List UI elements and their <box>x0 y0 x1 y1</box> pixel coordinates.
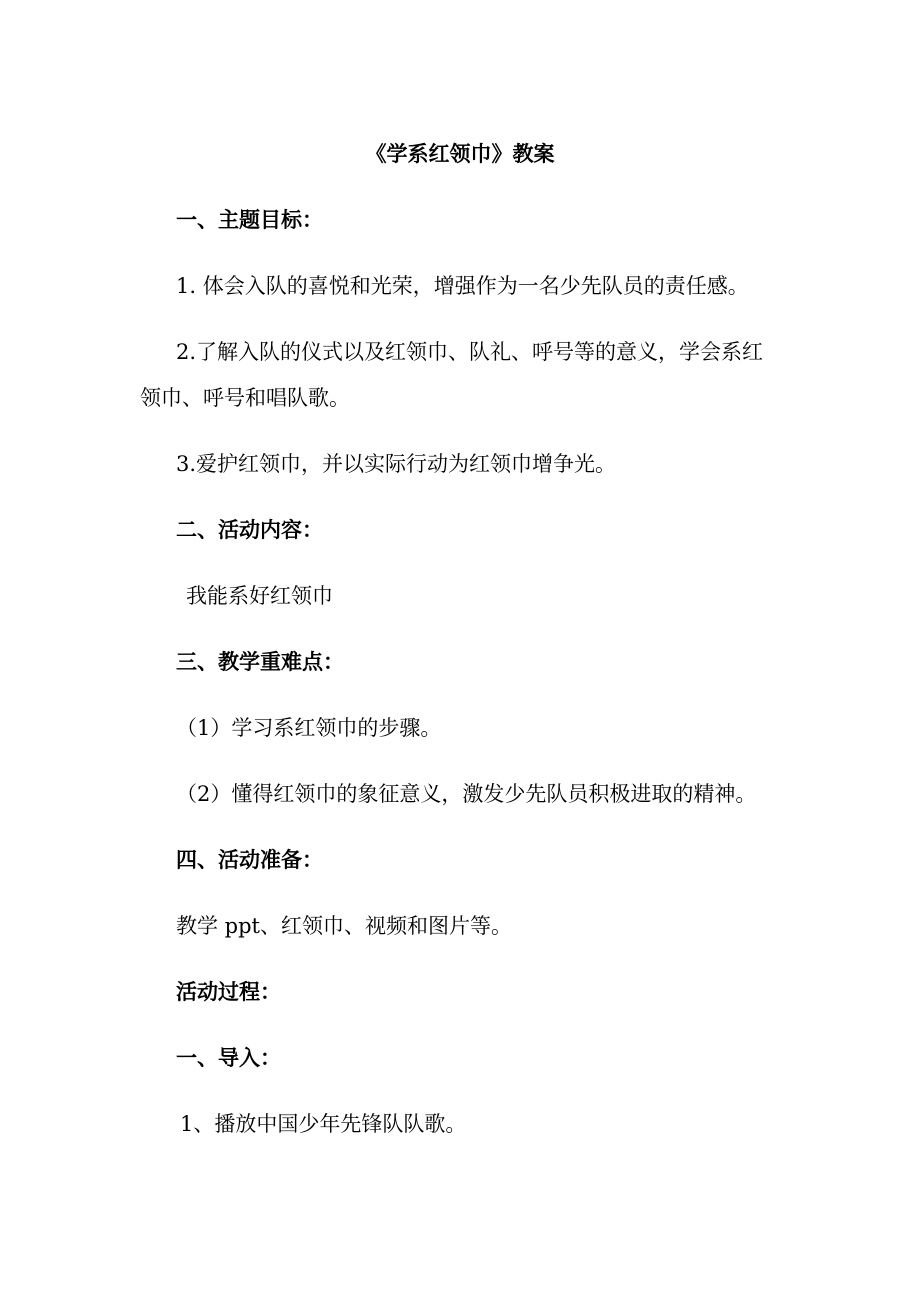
key-points-heading: 三、教学重难点： <box>176 649 344 674</box>
document-title: 《学系红领巾》教案 <box>365 141 555 166</box>
goals-heading: 一、主题目标： <box>176 207 323 232</box>
preparation-text: 教学 ppt、红领巾、视频和图片等。 <box>176 914 512 938</box>
goal-item-3: 3.爱护红领巾，并以实际行动为红领巾增争光。 <box>176 452 617 476</box>
content-heading: 二、活动内容： <box>176 517 323 542</box>
goal-item-2-line-2: 领巾、呼号和唱队歌。 <box>140 386 350 410</box>
key-point-2: （2）懂得红领巾的象征意义，激发少先队员积极进取的精神。 <box>176 782 757 806</box>
preparation-heading: 四、活动准备： <box>176 847 323 872</box>
intro-step-1: 1、播放中国少年先锋队队歌。 <box>180 1112 467 1136</box>
goal-item-1: 1. 体会入队的喜悦和光荣，增强作为一名少先队员的责任感。 <box>176 274 749 298</box>
key-point-1: （1）学习系红领巾的步骤。 <box>176 716 442 740</box>
goal-item-2-line-1: 2.了解入队的仪式以及红领巾、队礼、呼号等的意义，学会系红 <box>176 340 764 364</box>
process-heading: 活动过程： <box>176 979 281 1004</box>
intro-heading: 一、导入： <box>176 1045 281 1070</box>
content-text: 我能系好红领巾 <box>186 584 333 608</box>
